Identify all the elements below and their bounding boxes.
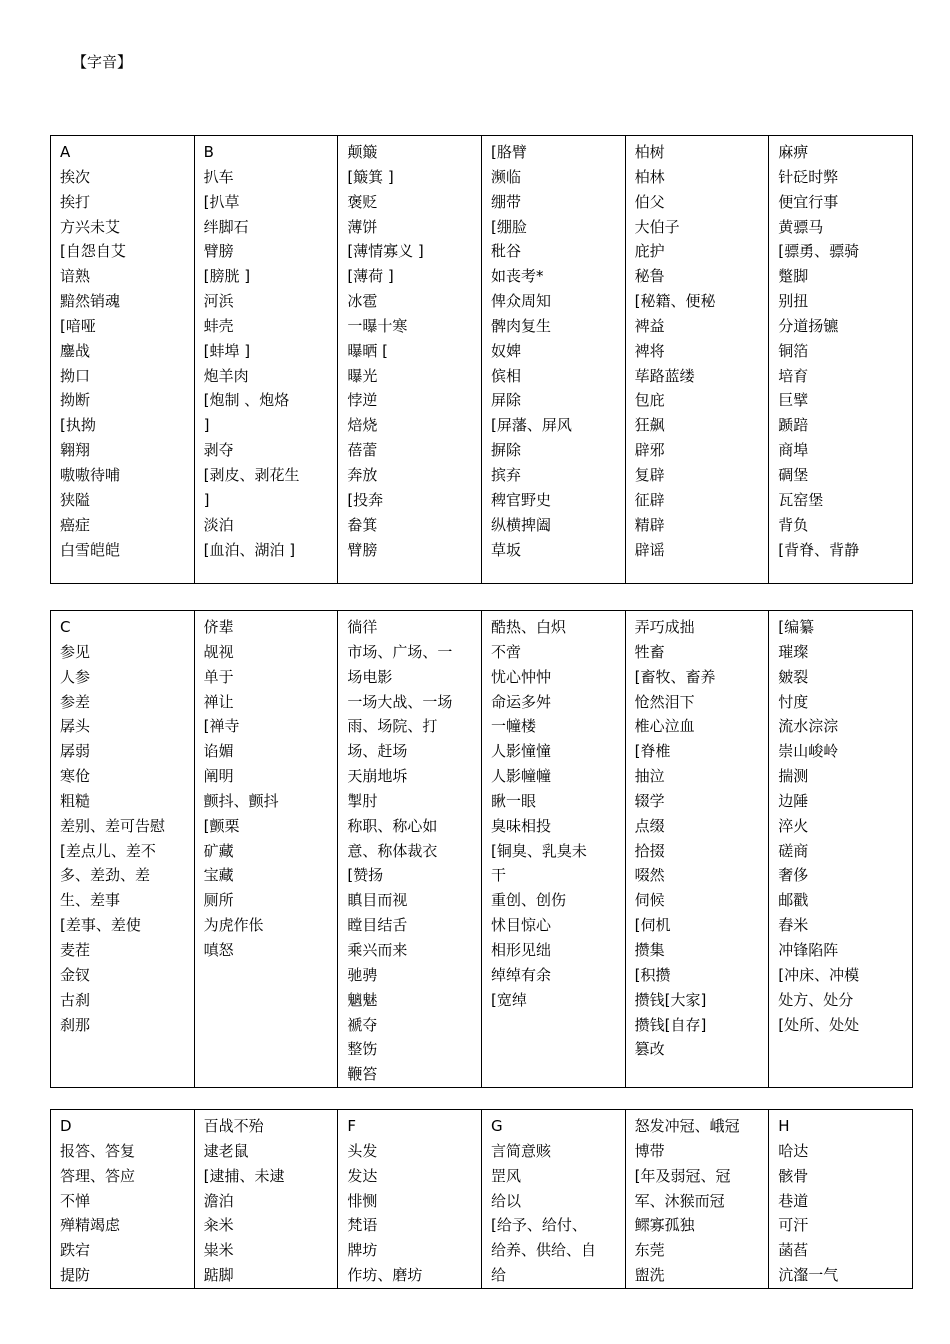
- entry-line: 阐明: [203, 767, 234, 786]
- entry-line: 头发: [347, 1141, 378, 1160]
- entry-line: 命运多舛: [490, 692, 551, 711]
- entry-line: [禅寺: [203, 717, 240, 736]
- entry-line: 焙烧: [347, 416, 378, 435]
- entry-line: 秘鲁: [634, 267, 665, 286]
- entry-line: 忧心忡忡: [490, 667, 551, 686]
- entry-line: [膀胱 ]: [203, 267, 251, 286]
- table-column: [338, 1110, 482, 1289]
- entry-line: 拗断: [60, 391, 91, 410]
- entry-line: 巷道: [778, 1191, 809, 1210]
- entry-line: 古刹: [60, 990, 91, 1009]
- entry-line: 给养、供给、自: [490, 1241, 596, 1260]
- entry-line: 场、赶场: [347, 742, 408, 761]
- entry-line: 裨益: [634, 316, 665, 335]
- entry-line: 金钗: [60, 965, 91, 984]
- entry-line: 柏林: [634, 167, 665, 186]
- entry-line: 方兴未艾: [60, 217, 121, 236]
- entry-line: A: [60, 143, 71, 161]
- entry-line: 粗糙: [60, 791, 91, 810]
- entry-line: 差别、差可告慰: [60, 816, 166, 835]
- entry-line: 拗口: [60, 366, 91, 385]
- entry-line: 瞠目结舌: [347, 916, 408, 935]
- entry-line: C: [60, 618, 71, 636]
- entry-line: 瓦窑堡: [778, 490, 824, 509]
- entry-line: 殚精竭虑: [60, 1216, 121, 1235]
- entry-line: 便宜行事: [778, 192, 839, 211]
- entry-line: 处方、处分: [778, 990, 854, 1009]
- entry-line: 淬火: [778, 816, 809, 835]
- entry-line: [年及弱冠、冠: [634, 1166, 731, 1185]
- entry-line: 孱头: [60, 717, 91, 736]
- entry-line: 璀璨: [778, 642, 809, 661]
- entry-line: 庇护: [634, 242, 665, 261]
- entry-line: 畚箕: [347, 515, 378, 534]
- entry-line: 怵目惊心: [490, 916, 551, 935]
- entry-line: 沆瀣一气: [778, 1266, 839, 1285]
- entry-line: 麻痹: [778, 143, 809, 161]
- entry-line: [自怨自艾: [60, 242, 126, 261]
- entry-line: F: [347, 1117, 356, 1135]
- entry-line: 挨次: [60, 167, 91, 186]
- entry-line: [冲床、冲模: [778, 965, 860, 984]
- table-column: [769, 136, 913, 584]
- entry-line: 悱恻: [347, 1191, 378, 1210]
- pronunciation-table-a-b: [50, 135, 913, 584]
- entry-line: 背负: [778, 515, 809, 534]
- entry-line: 狭隘: [60, 490, 91, 509]
- entry-line: 盥洗: [634, 1266, 665, 1285]
- entry-line: 裨将: [634, 341, 665, 360]
- entry-line: 多、差劲、差: [60, 866, 151, 885]
- entry-line: 狂飙: [634, 416, 665, 435]
- entry-line: 复辟: [634, 465, 665, 484]
- entry-line: 蚌壳: [203, 316, 234, 335]
- entry-line: 臂膀: [347, 540, 378, 559]
- entry-line: 人影幢幢: [490, 767, 551, 786]
- entry-line: 弄巧成拙: [634, 618, 695, 636]
- table-column: [338, 611, 482, 1088]
- entry-line: [赞扬: [347, 866, 384, 885]
- entry-line: 褫夺: [347, 1015, 378, 1034]
- entry-line: 忖度: [778, 692, 809, 711]
- entry-line: [背脊、背静: [778, 540, 860, 559]
- entry-line: 伺候: [634, 891, 665, 910]
- entry-line: 悖逆: [347, 391, 378, 410]
- entry-line: 蓓蕾: [347, 441, 378, 460]
- entry-line: 柏树: [634, 143, 665, 161]
- entry-line: 扒车: [203, 167, 234, 186]
- entry-line: 摈弃: [490, 465, 521, 484]
- entry-line: 厕所: [203, 891, 234, 910]
- table-column: [51, 611, 195, 1088]
- entry-line: 瞋目而视: [347, 891, 408, 910]
- entry-line: 怆然泪下: [634, 692, 695, 711]
- entry-line: 瞅一眼: [490, 791, 536, 810]
- entry-line: H: [778, 1117, 790, 1135]
- entry-line: 大伯子: [634, 217, 680, 236]
- entry-line: 剥夺: [203, 441, 234, 460]
- entry-line: 东莞: [634, 1241, 665, 1260]
- entry-line: 针砭时弊: [778, 167, 839, 186]
- entry-line: 冲锋陷阵: [778, 940, 839, 959]
- table-column: [769, 1110, 913, 1289]
- entry-line: 髀肉复生: [490, 316, 551, 335]
- entry-line: 牲畜: [634, 642, 665, 661]
- entry-line: 褒贬: [347, 192, 378, 211]
- entry-line: 言简意赅: [490, 1141, 551, 1160]
- entry-line: 点缀: [634, 816, 665, 835]
- entry-line: 答理、答应: [60, 1166, 136, 1185]
- entry-line: 奢侈: [778, 866, 809, 885]
- entry-line: 嗷嗷待哺: [60, 465, 121, 484]
- table-column: [194, 1110, 338, 1289]
- entry-line: [差事、差使: [60, 916, 141, 935]
- pronunciation-table-c: [50, 610, 913, 1088]
- entry-line: 天崩地坼: [347, 767, 408, 786]
- table-column: [338, 136, 482, 584]
- entry-line: 禅让: [203, 692, 234, 711]
- entry-line: 报答、答复: [60, 1141, 136, 1160]
- entry-line: 相形见绌: [490, 940, 551, 959]
- table-column: [625, 611, 769, 1088]
- entry-line: 掣肘: [347, 791, 378, 810]
- entry-line: 不啻: [490, 642, 521, 661]
- entry-line: 寒伧: [60, 767, 91, 786]
- entry-line: 给: [490, 1266, 506, 1285]
- entry-line: 一曝十寒: [347, 316, 408, 335]
- entry-line: 场电影: [347, 667, 393, 686]
- entry-line: 颠簸: [347, 143, 378, 161]
- entry-line: 精辟: [634, 515, 665, 534]
- entry-line: 炮羊肉: [203, 366, 249, 385]
- entry-line: 白雪皑皑: [60, 540, 121, 559]
- entry-line: ]: [203, 416, 210, 435]
- entry-line: 绊脚石: [203, 217, 249, 236]
- entry-line: [执拗: [60, 416, 96, 435]
- entry-line: 摒除: [490, 441, 521, 460]
- entry-line: 不惮: [60, 1191, 91, 1210]
- entry-line: 孱弱: [60, 742, 91, 761]
- entry-line: 雨、场院、打: [347, 717, 438, 736]
- entry-line: 曝光: [347, 366, 378, 385]
- entry-line: 荜路蓝缕: [634, 366, 695, 385]
- entry-line: [胳臂: [490, 143, 527, 161]
- entry-line: [投奔: [347, 490, 384, 509]
- entry-line: 博带: [634, 1141, 665, 1160]
- entry-line: [喑哑: [60, 316, 96, 335]
- entry-line: 作坊、磨坊: [347, 1266, 423, 1285]
- entry-line: 淡泊: [203, 515, 234, 534]
- entry-line: 舂米: [778, 916, 809, 935]
- entry-line: 翱翔: [60, 441, 91, 460]
- entry-line: [宽绰: [490, 990, 527, 1009]
- entry-line: 绷带: [490, 192, 521, 211]
- entry-line: 鏖战: [60, 341, 91, 360]
- entry-line: 人参: [60, 667, 91, 686]
- entry-line: 奔放: [347, 465, 378, 484]
- entry-line: 黄骠马: [778, 217, 824, 236]
- entry-line: 薄饼: [347, 217, 378, 236]
- page-heading: 【字音】: [72, 53, 133, 71]
- entry-line: 重创、创伤: [490, 891, 566, 910]
- pronunciation-table-d-h: [50, 1109, 913, 1289]
- entry-line: 流水淙淙: [778, 717, 839, 736]
- entry-line: 河浜: [203, 292, 234, 311]
- entry-line: 单于: [203, 667, 234, 686]
- entry-line: 百战不殆: [203, 1117, 264, 1135]
- table-column: [194, 136, 338, 584]
- entry-line: 矿藏: [203, 841, 234, 860]
- entry-line: [给予、给付、: [490, 1216, 587, 1235]
- entry-line: 跌宕: [60, 1241, 91, 1260]
- table-row: [51, 611, 913, 1088]
- entry-line: 参差: [60, 692, 91, 711]
- entry-line: [炮制 、炮烙: [203, 391, 290, 410]
- entry-line: [处所、处处: [778, 1015, 860, 1034]
- entry-line: 挨打: [60, 192, 91, 211]
- entry-line: 参见: [60, 642, 91, 661]
- entry-line: 分道扬镳: [778, 316, 839, 335]
- entry-line: 征辟: [634, 490, 665, 509]
- entry-line: [颤栗: [203, 816, 240, 835]
- entry-line: 辟邪: [634, 441, 665, 460]
- entry-line: 一幢楼: [490, 717, 536, 736]
- table-row: [51, 136, 913, 584]
- entry-line: 碉堡: [778, 465, 809, 484]
- entry-line: 澹泊: [203, 1191, 234, 1210]
- entry-line: 曝晒 [: [347, 341, 388, 360]
- entry-line: 屏除: [490, 391, 521, 410]
- entry-line: 培育: [778, 366, 809, 385]
- entry-line: 如丧考*: [490, 267, 544, 286]
- entry-line: [薄荷 ]: [347, 267, 394, 286]
- table-column: [625, 1110, 769, 1289]
- entry-line: 军、沐猴而冠: [634, 1191, 725, 1210]
- entry-line: 蹩脚: [778, 267, 809, 286]
- entry-line: 绰绰有余: [490, 965, 551, 984]
- entry-line: [逮捕、未逮: [203, 1166, 285, 1185]
- table-column: [769, 611, 913, 1088]
- table-column: [481, 1110, 625, 1289]
- entry-line: 刹那: [60, 1015, 91, 1034]
- entry-line: 辟谣: [634, 540, 665, 559]
- entry-line: 臂膀: [203, 242, 234, 261]
- entry-line: 谄媚: [203, 742, 234, 761]
- entry-line: 籴米: [203, 1216, 234, 1235]
- entry-line: [差点儿、差不: [60, 841, 156, 860]
- entry-line: 奴婢: [490, 341, 521, 360]
- entry-line: 提防: [60, 1266, 91, 1285]
- table-column: [194, 611, 338, 1088]
- entry-line: [骠勇、骠骑: [778, 242, 860, 261]
- entry-line: 哈达: [778, 1141, 809, 1160]
- table-column: [51, 1110, 195, 1289]
- entry-line: G: [490, 1117, 503, 1135]
- entry-line: 给以: [490, 1191, 521, 1210]
- entry-line: 罡风: [490, 1166, 521, 1185]
- entry-line: 抽泣: [634, 767, 665, 786]
- entry-line: [血泊、湖泊 ]: [203, 540, 296, 559]
- entry-line: 怒发冲冠、峨冠: [634, 1117, 740, 1135]
- entry-line: 伯父: [634, 192, 665, 211]
- entry-line: 拾掇: [634, 841, 665, 860]
- entry-line: [绷脸: [490, 217, 527, 236]
- entry-line: 攒钱[大家]: [634, 990, 707, 1009]
- entry-line: [蚌埠 ]: [203, 341, 251, 360]
- entry-line: 攒集: [634, 940, 665, 959]
- entry-line: [编纂: [778, 618, 815, 636]
- entry-line: 人影憧憧: [490, 742, 551, 761]
- entry-line: 秕谷: [490, 242, 521, 261]
- entry-line: 黯然销魂: [60, 292, 121, 311]
- entry-line: 癌症: [60, 515, 91, 534]
- entry-line: 称职、称心如: [347, 816, 438, 835]
- entry-line: 别扭: [778, 292, 809, 311]
- entry-line: 巨擘: [778, 391, 809, 410]
- entry-line: 生、差事: [60, 891, 121, 910]
- entry-line: 踬踣: [778, 416, 809, 435]
- entry-line: 麦茬: [60, 940, 91, 959]
- entry-line: 梵语: [347, 1216, 378, 1235]
- table-row: [51, 1110, 913, 1289]
- entry-line: [剥皮、剥花生: [203, 465, 300, 484]
- entry-line: 皴裂: [778, 667, 809, 686]
- entry-line: 宝藏: [203, 866, 234, 885]
- entry-line: 边陲: [778, 791, 809, 810]
- entry-line: 踮脚: [203, 1266, 234, 1285]
- entry-line: 冰雹: [347, 292, 378, 311]
- entry-line: 啜然: [634, 866, 665, 885]
- entry-line: 辍学: [634, 791, 665, 810]
- entry-line: 谙熟: [60, 267, 91, 286]
- entry-line: 市场、广场、一: [347, 642, 453, 661]
- entry-line: [积攒: [634, 965, 671, 984]
- entry-line: 徜徉: [347, 618, 378, 636]
- entry-line: 傧相: [490, 366, 521, 385]
- entry-line: [簸箕 ]: [347, 167, 394, 186]
- table-column: [481, 136, 625, 584]
- entry-line: 铜箔: [778, 341, 809, 360]
- entry-line: 濒临: [490, 167, 521, 186]
- entry-line: 意、称体裁衣: [347, 841, 438, 860]
- entry-line: 为虎作伥: [203, 916, 264, 935]
- table-column: [481, 611, 625, 1088]
- entry-line: 鳏寡孤独: [634, 1216, 695, 1235]
- entry-line: 酷热、白炽: [490, 618, 566, 636]
- entry-line: 侪辈: [203, 618, 234, 636]
- entry-line: 稗官野史: [490, 490, 551, 509]
- entry-line: D: [60, 1117, 72, 1135]
- entry-line: 磋商: [778, 841, 809, 860]
- entry-line: [畜牧、畜养: [634, 667, 716, 686]
- entry-line: 揣测: [778, 767, 809, 786]
- table-column: [51, 136, 195, 584]
- entry-line: 邮戳: [778, 891, 809, 910]
- entry-line: 纵横捭阖: [490, 515, 551, 534]
- entry-line: 攒钱[自存]: [634, 1015, 707, 1034]
- entry-line: [薄情寡义 ]: [347, 242, 424, 261]
- entry-line: [秘籍、便秘: [634, 292, 716, 311]
- entry-line: 魑魅: [347, 990, 378, 1009]
- entry-line: 驰骋: [347, 965, 378, 984]
- entry-line: 整饬: [347, 1040, 378, 1059]
- entry-line: 包庇: [634, 391, 665, 410]
- entry-line: 篡改: [634, 1040, 665, 1059]
- entry-line: ]: [203, 490, 210, 509]
- entry-line: [脊椎: [634, 742, 671, 761]
- entry-line: [伺机: [634, 916, 671, 935]
- entry-line: [屏藩、屏风: [490, 416, 572, 435]
- entry-line: 崇山峻岭: [778, 742, 839, 761]
- entry-line: 鞭笞: [347, 1065, 378, 1084]
- entry-line: 俾众周知: [490, 292, 551, 311]
- entry-line: 嗔怒: [203, 940, 234, 959]
- entry-line: 逮老鼠: [203, 1141, 249, 1160]
- entry-line: 商埠: [778, 441, 809, 460]
- entry-line: [扒草: [203, 192, 240, 211]
- entry-line: 干: [490, 866, 506, 885]
- entry-line: 骸骨: [778, 1166, 809, 1185]
- entry-line: 颤抖、颤抖: [203, 791, 279, 810]
- entry-line: 发达: [347, 1166, 378, 1185]
- entry-line: 椎心泣血: [634, 717, 695, 736]
- entry-line: 菡萏: [778, 1241, 809, 1260]
- entry-line: 草坂: [490, 540, 521, 559]
- entry-line: 牌坊: [347, 1241, 378, 1260]
- entry-line: 一场大战、一场: [347, 692, 453, 711]
- entry-line: B: [203, 143, 214, 161]
- entry-line: 粜米: [203, 1241, 234, 1260]
- entry-line: 臭味相投: [490, 816, 551, 835]
- entry-line: 觇视: [203, 642, 234, 661]
- entry-line: [铜臭、乳臭未: [490, 841, 587, 860]
- entry-line: 可汗: [778, 1216, 809, 1235]
- table-column: [625, 136, 769, 584]
- entry-line: 乘兴而来: [347, 940, 408, 959]
